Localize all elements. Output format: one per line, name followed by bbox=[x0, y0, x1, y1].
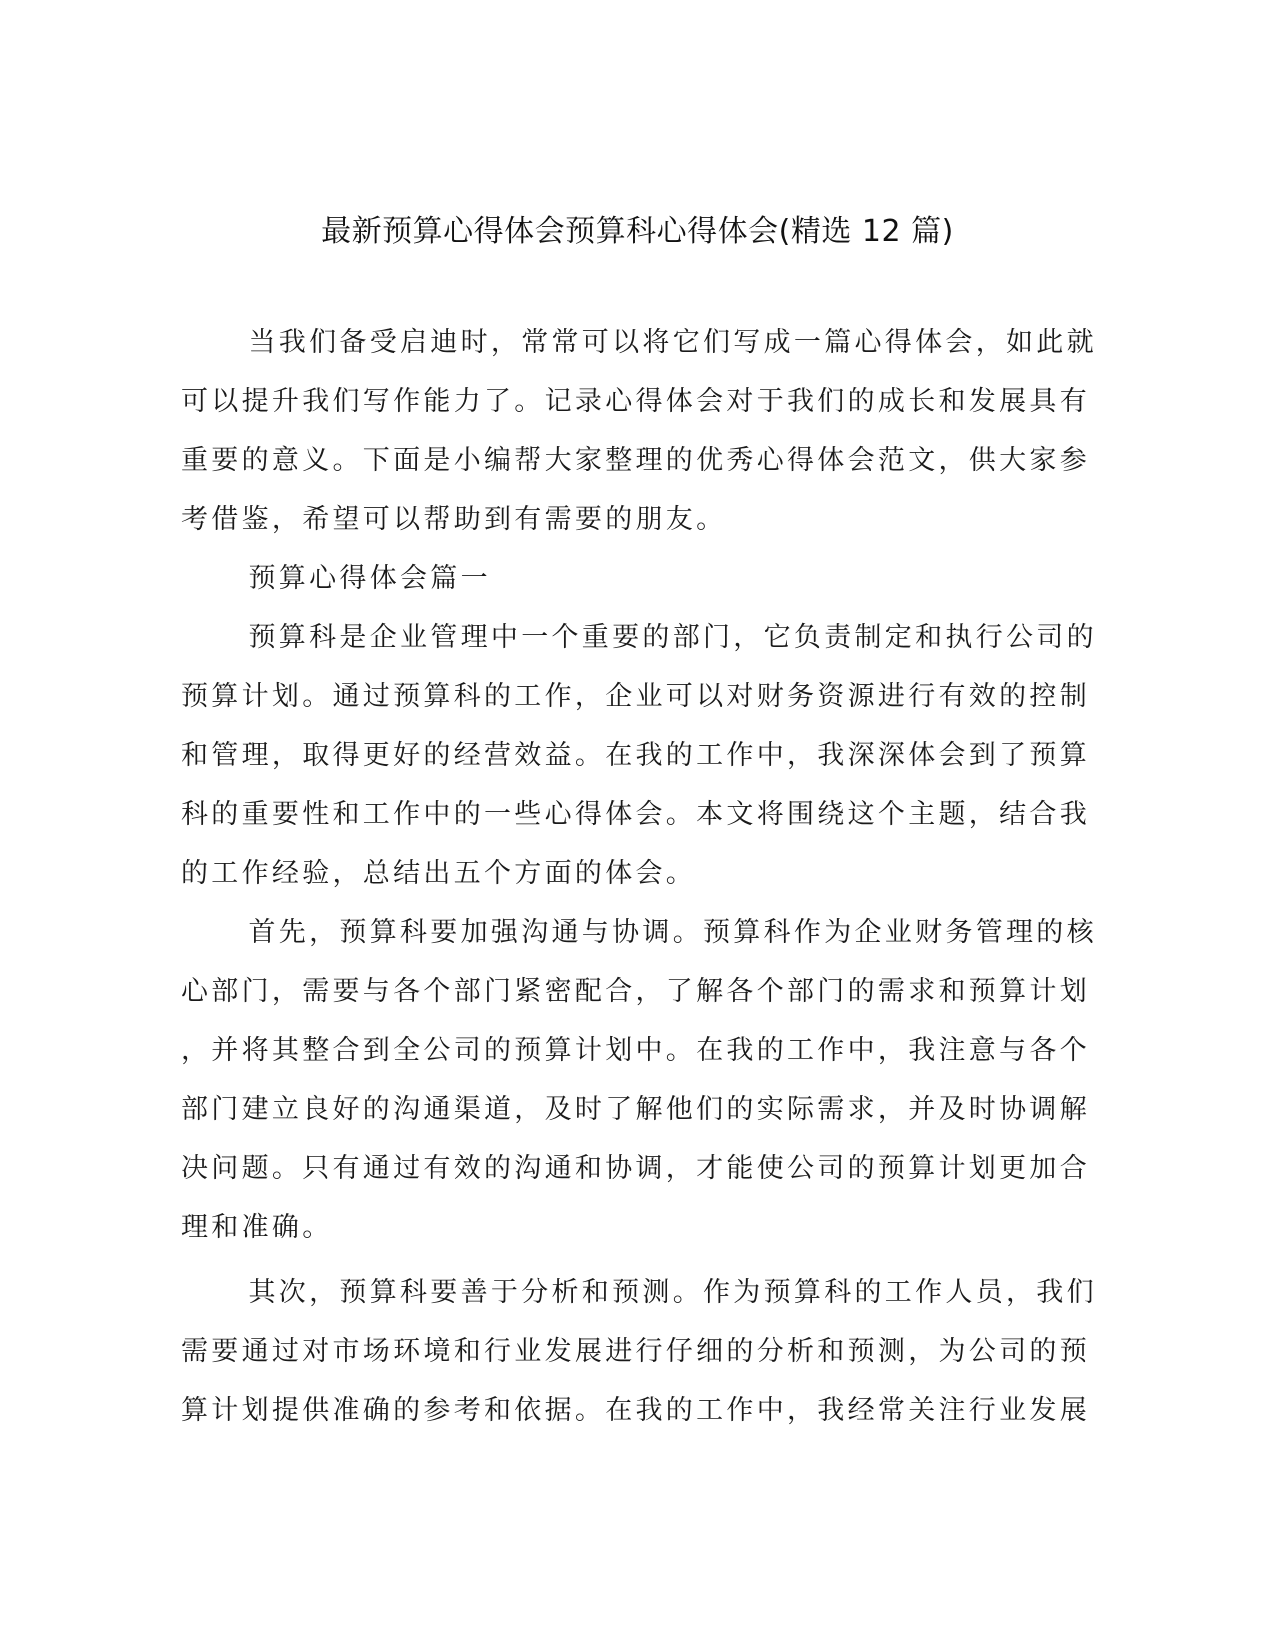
text-line: 算计划提供准确的参考和依据。在我的工作中，我经常关注行业发展 bbox=[181, 1395, 1090, 1426]
text-line: 需要通过对市场环境和行业发展进行仔细的分析和预测，为公司的预 bbox=[181, 1336, 1090, 1367]
text-line: 的工作经验，总结出五个方面的体会。 bbox=[181, 858, 697, 889]
text-line: 和管理，取得更好的经营效益。在我的工作中，我深深体会到了预算 bbox=[181, 740, 1090, 771]
text-line: 考借鉴，希望可以帮助到有需要的朋友。 bbox=[181, 504, 727, 535]
text-line: 部门建立良好的沟通渠道，及时了解他们的实际需求，并及时协调解 bbox=[181, 1094, 1090, 1125]
text-line: ，并将其整合到全公司的预算计划中。在我的工作中，我注意与各个 bbox=[181, 1035, 1090, 1066]
text-line: 可以提升我们写作能力了。记录心得体会对于我们的成长和发展具有 bbox=[181, 386, 1090, 417]
paragraph-2 bbox=[181, 903, 1097, 1257]
paragraph-3 bbox=[181, 1263, 1097, 1440]
text-line: 重要的意义。下面是小编帮大家整理的优秀心得体会范文，供大家参 bbox=[181, 445, 1090, 476]
text-line: 预算科是企业管理中一个重要的部门，它负责制定和执行公司的 bbox=[248, 622, 1097, 653]
text-line: 当我们备受启迪时，常常可以将它们写成一篇心得体会，如此就 bbox=[248, 327, 1097, 358]
document-title: 最新预算心得体会预算科心得体会(精选 12 篇) bbox=[321, 214, 954, 249]
section-heading: 预算心得体会篇一 bbox=[248, 563, 491, 594]
text-line: 首先，预算科要加强沟通与协调。预算科作为企业财务管理的核 bbox=[248, 917, 1097, 948]
text-line: 预算计划。通过预算科的工作，企业可以对财务资源进行有效的控制 bbox=[181, 681, 1090, 712]
document-body bbox=[181, 313, 1097, 1440]
text-line: 心部门，需要与各个部门紧密配合，了解各个部门的需求和预算计划 bbox=[181, 976, 1090, 1007]
text-line: 科的重要性和工作中的一些心得体会。本文将围绕这个主题，结合我 bbox=[181, 799, 1090, 830]
text-line: 理和准确。 bbox=[181, 1212, 333, 1243]
intro-paragraph bbox=[181, 313, 1097, 549]
text-line: 决问题。只有通过有效的沟通和协调，才能使公司的预算计划更加合 bbox=[181, 1153, 1090, 1184]
text-line: 其次，预算科要善于分析和预测。作为预算科的工作人员，我们 bbox=[248, 1277, 1097, 1308]
paragraph-1 bbox=[181, 608, 1097, 903]
